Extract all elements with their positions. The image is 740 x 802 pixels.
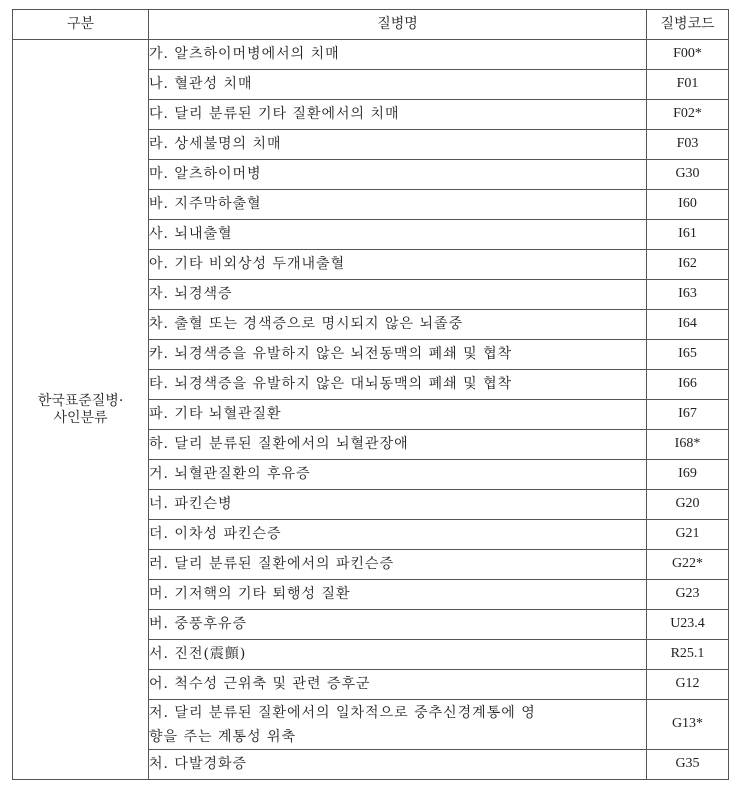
category-cell: [13, 40, 149, 780]
disease-name: 라. 상세불명의 치매: [149, 130, 647, 160]
header-disease-code: 질병코드: [647, 10, 729, 40]
disease-name: 파. 기타 뇌혈관질환: [149, 400, 647, 430]
disease-name: 가. 알츠하이머병에서의 치매: [149, 40, 647, 70]
disease-code: G35: [647, 750, 729, 780]
disease-code: G30: [647, 160, 729, 190]
disease-name: 바. 지주막하출혈: [149, 190, 647, 220]
disease-name: 서. 진전(震顫): [149, 640, 647, 670]
disease-name: 차. 출혈 또는 경색증으로 명시되지 않은 뇌졸중: [149, 310, 647, 340]
category-label-line2: 사인분류: [53, 409, 108, 426]
disease-name: 카. 뇌경색증을 유발하지 않은 뇌전동맥의 폐쇄 및 협착: [149, 340, 647, 370]
disease-code: I60: [647, 190, 729, 220]
disease-code: F02*: [647, 100, 729, 130]
disease-name-line1: 저. 달리 분류된 질환에서의 일차적으로 중추신경계통에 영: [149, 704, 536, 721]
disease-code: I64: [647, 310, 729, 340]
disease-code-table: [12, 9, 729, 780]
disease-code: F03: [647, 130, 729, 160]
disease-name: 다. 달리 분류된 기타 질환에서의 치매: [149, 100, 647, 130]
disease-name: 아. 기타 비외상성 두개내출혈: [149, 250, 647, 280]
category-label-line1: 한국표준질병·: [37, 392, 124, 409]
disease-name: [149, 700, 647, 750]
disease-code: G23: [647, 580, 729, 610]
disease-name: 러. 달리 분류된 질환에서의 파킨슨증: [149, 550, 647, 580]
disease-code: G12: [647, 670, 729, 700]
disease-code: G22*: [647, 550, 729, 580]
disease-code: I67: [647, 400, 729, 430]
disease-name: 버. 중풍후유증: [149, 610, 647, 640]
disease-name: 하. 달리 분류된 질환에서의 뇌혈관장애: [149, 430, 647, 460]
disease-code: F00*: [647, 40, 729, 70]
disease-name: 자. 뇌경색증: [149, 280, 647, 310]
disease-name: 타. 뇌경색증을 유발하지 않은 대뇌동맥의 폐쇄 및 협착: [149, 370, 647, 400]
disease-code: I63: [647, 280, 729, 310]
disease-name: 거. 뇌혈관질환의 후유증: [149, 460, 647, 490]
disease-code: I62: [647, 250, 729, 280]
disease-code: I61: [647, 220, 729, 250]
disease-code: F01: [647, 70, 729, 100]
table-row: [13, 40, 729, 70]
disease-name: 더. 이차성 파킨슨증: [149, 520, 647, 550]
table-header-row: [13, 10, 729, 40]
disease-code: I65: [647, 340, 729, 370]
disease-code: U23.4: [647, 610, 729, 640]
disease-name: 나. 혈관성 치매: [149, 70, 647, 100]
disease-code: I68*: [647, 430, 729, 460]
disease-name: 마. 알츠하이머병: [149, 160, 647, 190]
disease-name: 머. 기저핵의 기타 퇴행성 질환: [149, 580, 647, 610]
disease-code: R25.1: [647, 640, 729, 670]
disease-code: I66: [647, 370, 729, 400]
disease-name: 어. 척수성 근위축 및 관련 증후군: [149, 670, 647, 700]
disease-name: 너. 파킨슨병: [149, 490, 647, 520]
disease-code: G20: [647, 490, 729, 520]
header-disease-name: 질병명: [149, 10, 647, 40]
disease-name: 처. 다발경화증: [149, 750, 647, 780]
disease-name-line2: 향을 주는 계통성 위축: [149, 728, 297, 745]
disease-code: I69: [647, 460, 729, 490]
header-category: 구분: [13, 10, 149, 40]
disease-code: G13*: [647, 700, 729, 750]
disease-name: 사. 뇌내출혈: [149, 220, 647, 250]
disease-code: G21: [647, 520, 729, 550]
